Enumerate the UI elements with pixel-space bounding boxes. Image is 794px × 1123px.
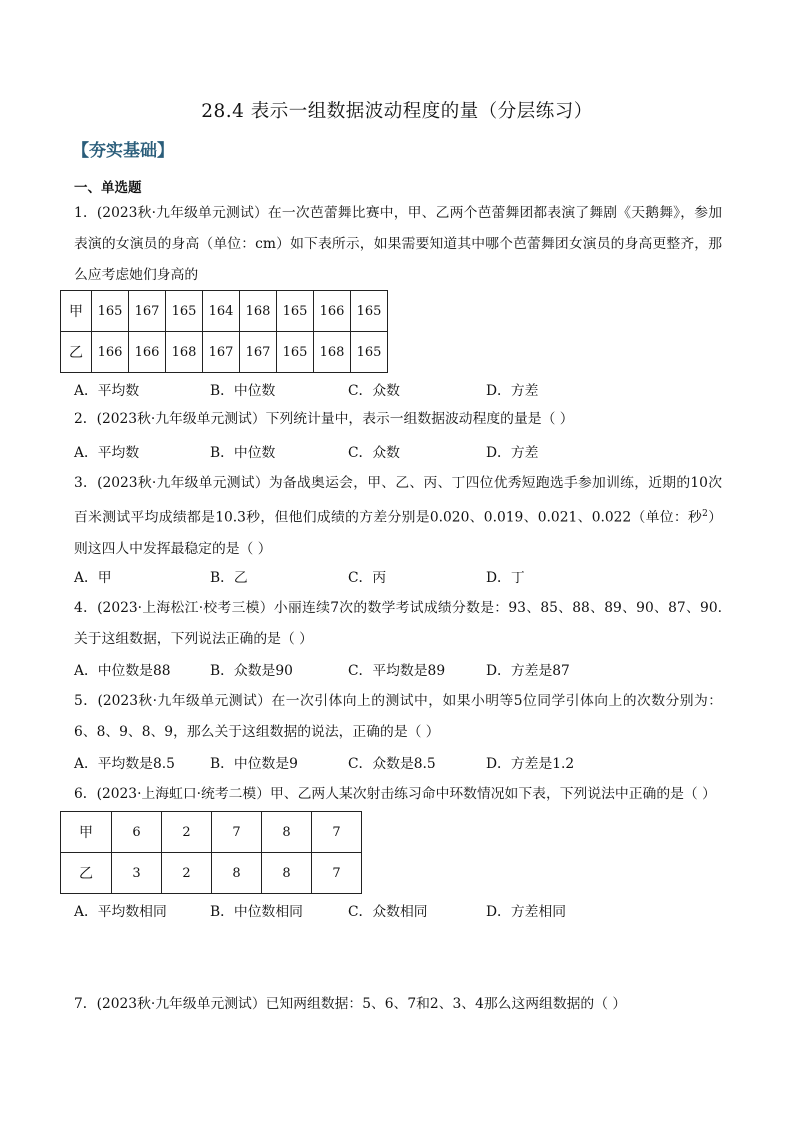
table-cell: 167 bbox=[129, 291, 166, 332]
option-b: B．众数是90 bbox=[210, 663, 293, 679]
question-5-text: 5．(2023秋·九年级单元测试）在一次引体向上的测试中，如果小明等5位同学引体向上的次数分别为：6、8、9、8、9，那么关于这组数据的说法，正确的是（ ） bbox=[74, 693, 722, 740]
question-4-text: 4．(2023·上海松江·校考三模）小丽连续7次的数学考试成绩分数是：93、85、88、89、90、87、90.关于这组数据，下列说法正确的是（ ） bbox=[74, 600, 722, 647]
option-b: B．乙 bbox=[210, 570, 248, 586]
table-cell: 165 bbox=[92, 291, 129, 332]
question-6-text: 6．(2023·上海虹口·统考二模）甲、乙两人某次射击练习命中环数情况如下表，下列说法中正确的是（ ） bbox=[74, 786, 716, 802]
option-a: A．平均数 bbox=[74, 445, 140, 461]
table-cell: 168 bbox=[240, 291, 277, 332]
section-tag: 【夯实基础】 bbox=[72, 141, 174, 161]
table-cell: 165 bbox=[277, 332, 314, 373]
option-b: B．中位数 bbox=[210, 383, 276, 399]
row-label: 乙 bbox=[61, 853, 112, 894]
question-6-options bbox=[74, 900, 722, 924]
question-2-text: 2．(2023秋·九年级单元测试）下列统计量中，表示一组数据波动程度的量是（ ） bbox=[74, 411, 574, 427]
option-d: D．方差 bbox=[486, 383, 539, 399]
row-label: 甲 bbox=[61, 291, 92, 332]
question-1-text: 1．(2023秋·九年级单元测试）在一次芭蕾舞比赛中，甲、乙两个芭蕾舞团都表演了舞剧《天鹅舞》，参加表演的女演员的身高（单位：cm）如下表所示，如果需要知道其中哪个芭蕾舞团女演员的身高更整齐，那么应考虑她们身高的 bbox=[74, 205, 722, 283]
option-c: C．众数是8.5 bbox=[348, 756, 436, 772]
table-cell: 165 bbox=[351, 291, 388, 332]
option-a: A．中位数是88 bbox=[74, 663, 171, 679]
option-c: C．众数 bbox=[348, 383, 400, 399]
table-cell: 166 bbox=[314, 291, 351, 332]
table-cell: 7 bbox=[212, 812, 262, 853]
option-b: B．中位数 bbox=[210, 445, 276, 461]
unit-superscript: 2 bbox=[702, 509, 708, 519]
table-cell: 165 bbox=[166, 291, 203, 332]
option-d: D．丁 bbox=[486, 570, 525, 586]
table-cell: 6 bbox=[112, 812, 162, 853]
table-row bbox=[61, 291, 388, 332]
table-row bbox=[61, 853, 362, 894]
option-d: D．方差相同 bbox=[486, 904, 567, 920]
table-row bbox=[61, 812, 362, 853]
table-cell: 7 bbox=[312, 853, 362, 894]
table-cell: 166 bbox=[129, 332, 166, 373]
section-heading: 一、单选题 bbox=[74, 180, 142, 196]
table-cell: 164 bbox=[203, 291, 240, 332]
question-1-options bbox=[74, 379, 722, 403]
question-6-table bbox=[60, 811, 362, 894]
option-c: C．众数相同 bbox=[348, 904, 428, 920]
table-cell: 7 bbox=[312, 812, 362, 853]
table-cell: 2 bbox=[162, 812, 212, 853]
table-cell: 8 bbox=[212, 853, 262, 894]
option-c: C．众数 bbox=[348, 445, 400, 461]
question-3-text bbox=[74, 468, 722, 565]
table-cell: 168 bbox=[314, 332, 351, 373]
question-5-options bbox=[74, 752, 722, 776]
question-3-text-part-1: 3．(2023秋·九年级单元测试）为备战奥运会，甲、乙、丙、丁四位优秀短跑选手参加训练，近期的10次百米测试平均成绩都是10.3秒，但他们成绩的方差分别是0.020、0.019、0.021、0.022（单位：秒 bbox=[74, 475, 722, 526]
table-cell: 167 bbox=[203, 332, 240, 373]
question-1-table bbox=[60, 290, 388, 373]
option-d: D．方差是1.2 bbox=[486, 756, 575, 772]
page-title: 28.4 表示一组数据波动程度的量（分层练习） bbox=[201, 101, 593, 122]
option-d: D．方差 bbox=[486, 445, 539, 461]
row-label: 乙 bbox=[61, 332, 92, 373]
row-label: 甲 bbox=[61, 812, 112, 853]
option-a: A．平均数 bbox=[74, 383, 140, 399]
question-3-text-part-2: ）则这四人中发挥最稳定的是（ ） bbox=[74, 509, 722, 557]
option-b: B．中位数是9 bbox=[210, 756, 298, 772]
option-a: A．平均数是8.5 bbox=[74, 756, 175, 772]
table-cell: 8 bbox=[262, 812, 312, 853]
question-3-options bbox=[74, 566, 722, 590]
option-a: A．平均数相同 bbox=[74, 904, 167, 920]
table-cell: 165 bbox=[277, 291, 314, 332]
table-cell: 166 bbox=[92, 332, 129, 373]
table-cell: 3 bbox=[112, 853, 162, 894]
option-c: C．平均数是89 bbox=[348, 663, 446, 679]
table-cell: 167 bbox=[240, 332, 277, 373]
option-d: D．方差是87 bbox=[486, 663, 570, 679]
table-cell: 165 bbox=[351, 332, 388, 373]
table-cell: 168 bbox=[166, 332, 203, 373]
table-cell: 2 bbox=[162, 853, 212, 894]
question-4-options bbox=[74, 659, 722, 683]
option-b: B．中位数相同 bbox=[210, 904, 303, 920]
table-cell: 8 bbox=[262, 853, 312, 894]
option-c: C．丙 bbox=[348, 570, 387, 586]
question-2-options bbox=[74, 441, 722, 465]
question-7-text: 7．(2023秋·九年级单元测试）已知两组数据：5、6、7和2、3、4那么这两组数据的（ ） bbox=[74, 996, 627, 1012]
option-a: A．甲 bbox=[74, 570, 112, 586]
table-row bbox=[61, 332, 388, 373]
